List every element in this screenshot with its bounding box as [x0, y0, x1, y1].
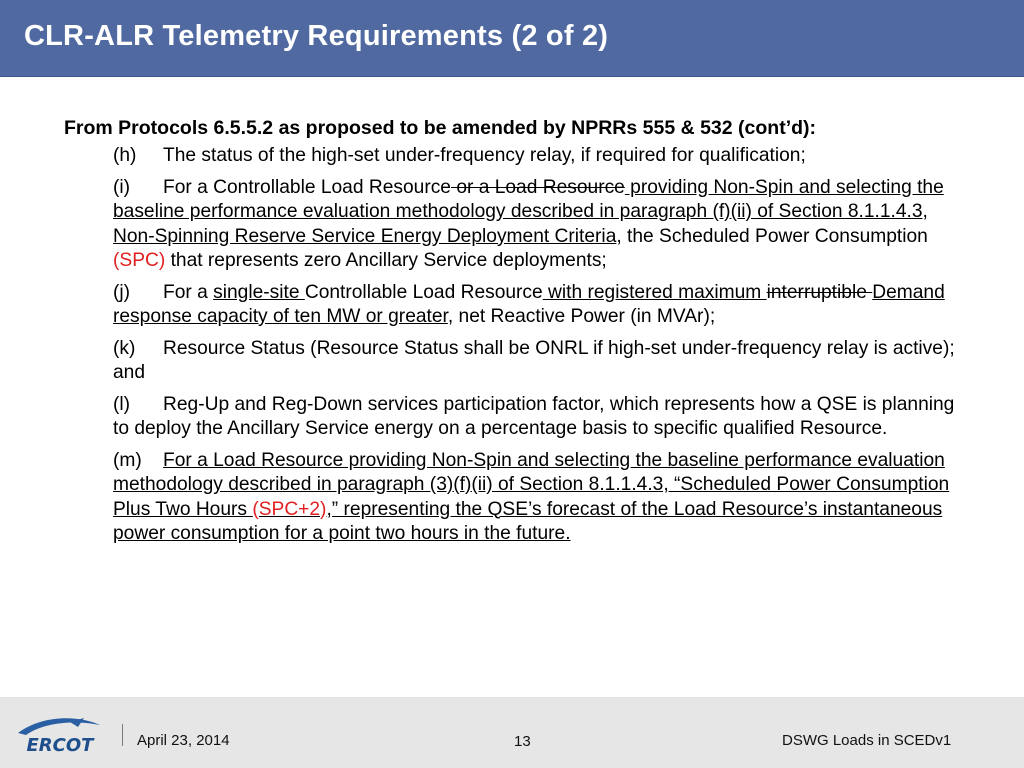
inserted-text: with registered maximum: [542, 281, 767, 303]
footer-divider: [122, 724, 123, 746]
item-text: Resource Status (Resource Status shall be ONRL if high-set under-frequency relay is active); and: [113, 337, 955, 383]
struck-text: or a Load Resource: [450, 176, 625, 198]
inserted-text: Demand response capacity of ten MW or greater: [113, 281, 945, 327]
item-label: (i): [113, 176, 131, 198]
item-label: (j): [113, 281, 131, 303]
inserted-text: For a Load Resource providing Non-Spin and selecting the baseline performance evaluation methodology described in paragraph (3)(f)(ii) of Section 8.1.1.4.3, “Scheduled Power Consumption Plus Two Hours: [113, 449, 950, 520]
slide-body: [64, 116, 964, 554]
item-text: Reg-Up and Reg-Down services participation factor, which represents how a QSE is planning to deploy the Ancillary Service energy on a percentage basis to specific qualified Resource.: [113, 393, 955, 439]
ercot-logo: [12, 713, 108, 759]
list-item-i: [113, 176, 963, 274]
list-item-k: [113, 337, 963, 386]
item-text: , net Reactive Power (in MVAr);: [447, 306, 716, 327]
item-text: , the Scheduled Power Consumption: [616, 225, 928, 247]
logo-wordmark: ERCOT: [26, 735, 94, 756]
inserted-text: providing Non-Spin and selecting the baseline performance evaluation methodology described in paragraph (f)(ii) of Section 8.1.1.4.3, Non-Spinning Reserve Service Energy Deployment Criteria: [113, 176, 944, 247]
footer-bar: [0, 697, 1024, 768]
struck-text: interruptible: [766, 281, 873, 303]
item-label: (h): [113, 145, 137, 166]
list-item-l: [113, 393, 963, 442]
footer-doc-title: DSWG Loads in SCEDv1: [782, 732, 952, 749]
list-item-m: [113, 449, 963, 547]
highlight-text: (SPC): [113, 250, 166, 271]
page-number: 13: [514, 733, 531, 750]
item-text: The status of the high-set under-frequency relay, if required for qualification;: [163, 145, 806, 166]
item-text: For a: [163, 281, 214, 303]
item-text: that represents zero Ancillary Service deployments;: [165, 250, 607, 271]
item-text: Controllable Load Resource: [304, 281, 543, 303]
item-label: (k): [113, 337, 136, 359]
list-item-h: [113, 144, 963, 169]
list-item-j: [113, 281, 963, 330]
ercot-swoosh-icon: [12, 713, 108, 759]
item-label: (l): [113, 393, 131, 415]
item-text: For a Controllable Load Resource: [163, 176, 451, 198]
slide-title: CLR-ALR Telemetry Requirements (2 of 2): [24, 20, 609, 52]
title-bar: [0, 0, 1024, 77]
item-label: (m): [113, 449, 142, 471]
highlight-text: (SPC+2): [252, 498, 327, 520]
inserted-text: single-site: [213, 281, 305, 303]
inserted-text: ,” representing the QSE’s forecast of the Load Resource’s instantaneous power consumption for a point two hours in the future.: [113, 498, 943, 544]
intro-heading: From Protocols 6.5.5.2 as proposed to be amended by NPRRs 555 & 532 (cont’d):: [64, 117, 817, 139]
footer-date: April 23, 2014: [137, 732, 230, 749]
